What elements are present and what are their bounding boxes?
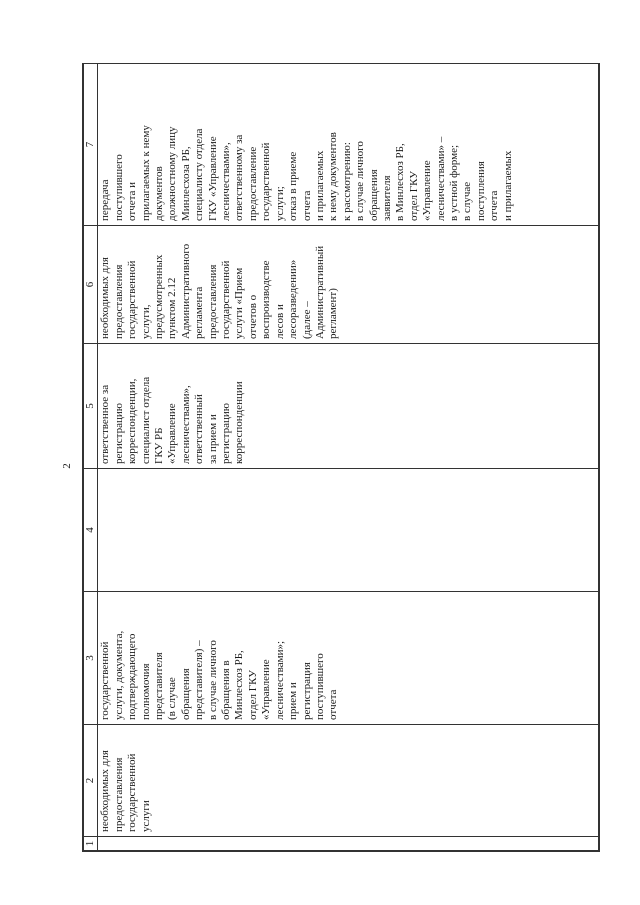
cell-col3: государственной услуги, документа, подтверждающего полномочия представителя (в случае обращения представителя) – в случае личного обращения в Минлесхоз РБ, отдел ГКУ «Управление лесничествами»; прием и регистрация поступившего отчета	[98, 592, 599, 725]
column-header-4: 4	[84, 469, 98, 592]
column-header-2: 2	[84, 725, 98, 837]
column-header-1: 1	[84, 837, 98, 851]
cell-col1	[98, 837, 599, 851]
rotated-table-container	[83, 64, 599, 851]
column-header-3: 3	[84, 592, 98, 725]
cell-col6: необходимых для предоставления государственной услуги, предусмотренных пунктом 2.12 Административного регламента предоставления государственной услуги «Прием отчетов о воспроизводстве лесов и лесоразведении» (далее – Административный регламент)	[98, 226, 599, 344]
cell-col5: ответственное за регистрацию корреспонденции, специалист отдела ГКУ РБ «Управление лесничествами», ответственный за прием и регистрацию корреспонденции	[98, 344, 599, 469]
column-header-5: 5	[84, 344, 98, 469]
cell-col4	[98, 469, 599, 592]
document-table	[83, 63, 599, 851]
document-table-frame	[82, 63, 600, 852]
table-header-row	[84, 64, 98, 851]
page-number: 2	[60, 463, 73, 469]
cell-col2: необходимых для предоставления государственной услуги	[98, 725, 599, 837]
column-header-6: 6	[84, 226, 98, 344]
table-row	[98, 64, 599, 851]
cell-col7: передача поступившего отчета и прилагаемых к нему документов должностному лицу Минлесхоза РБ, специалисту отдела ГКУ «Управление лесничествами», ответственному за предоставление государственной услуги; отказ в приеме отчета и прилагаемых к нему документов к рассмотрению: в случае личного обращения заявителя в Минлесхоз РБ, отдел ГКУ «Управление лесничествами» – в устной форме; в случае поступления отчета и прилагаемых	[98, 64, 599, 226]
column-header-7: 7	[84, 64, 98, 226]
